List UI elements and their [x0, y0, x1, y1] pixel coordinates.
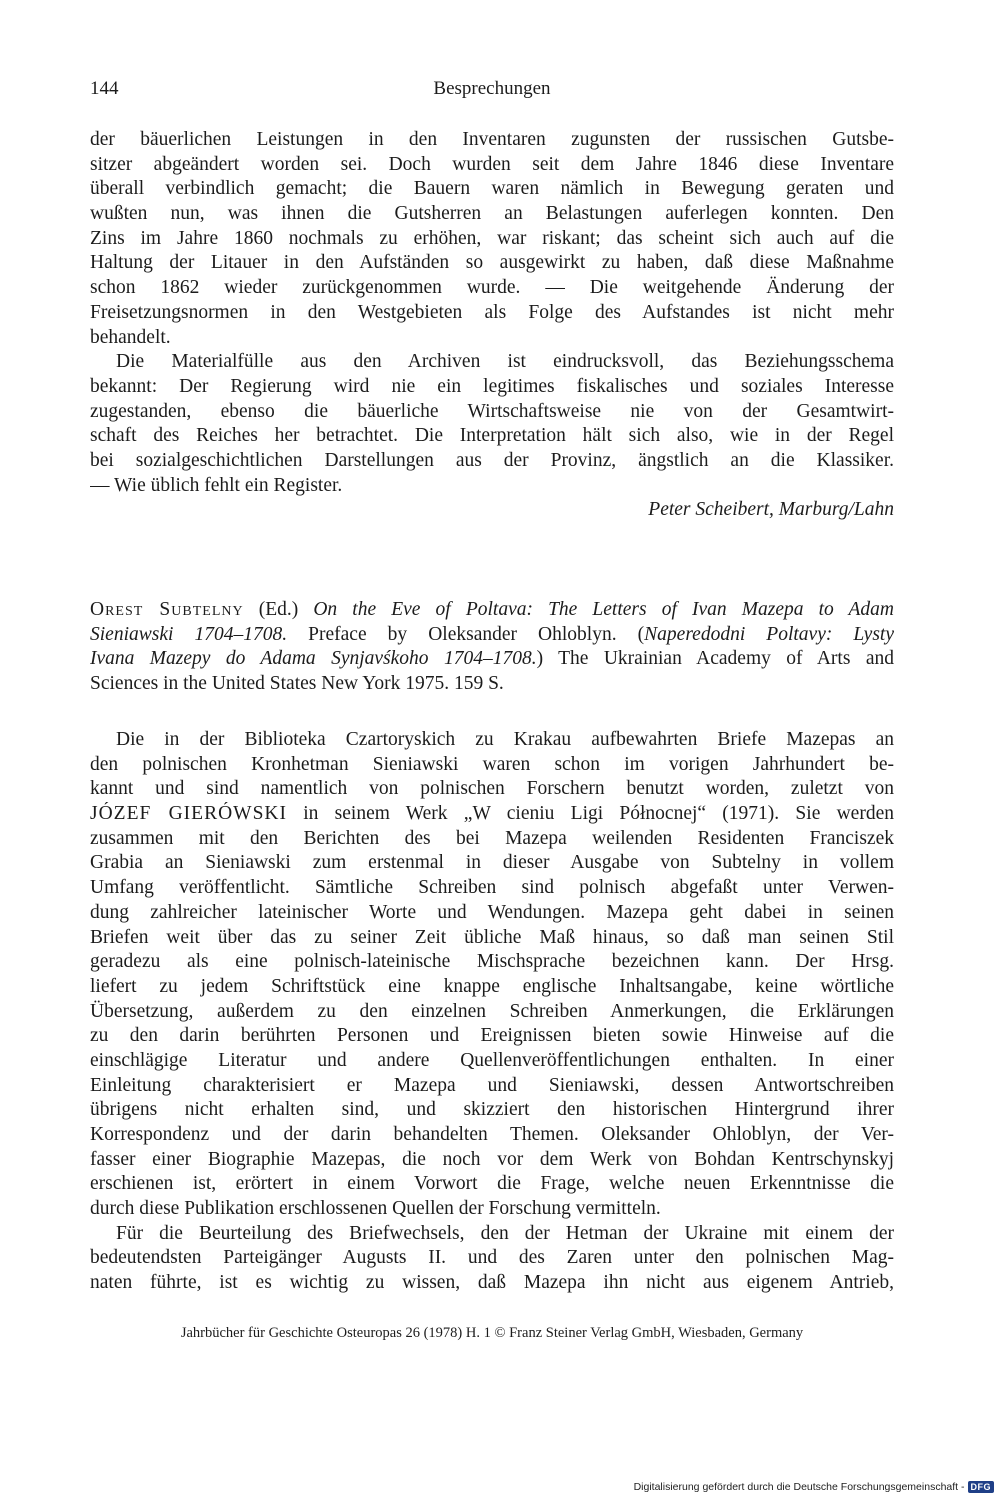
- citation-line: Ivana Mazepy do Adama Synjavśkoho 1704–1708.) The Ukrainian Academy of Arts and: [90, 648, 894, 670]
- review-2-body: [90, 728, 894, 1296]
- text-line: Haltung der Litauer in den Aufständen so ausgewirkt zu haben, daß diese Maßnahme: [90, 252, 894, 274]
- book-alt-title-cont: Ivana Mazepy do Adama Synjavśkoho 1704–1708.: [90, 648, 537, 670]
- text-line: Zins im Jahre 1860 nochmals zu erhöhen, war riskant; das scheint sich auch auf die: [90, 227, 894, 249]
- journal-footer: Jahrbücher für Geschichte Osteuropas 26 (1978) H. 1 © Franz Steiner Verlag GmbH, Wiesbaden, Germany: [180, 1325, 804, 1341]
- citation-line: Orest Subtelny (Ed.) On the Eve of Poltava: The Letters of Ivan Mazepa to Adam: [90, 599, 894, 620]
- running-head: Besprechungen: [433, 78, 551, 99]
- book-title-cont: Sieniawski 1704–1708.: [90, 623, 288, 645]
- text-line: Umfang veröffentlicht. Sämtliche Schreiben sind polnisch abgefaßt unter Verwen-: [90, 877, 894, 899]
- text-line: der bäuerlichen Leistungen in den Inventaren zugunsten der russischen Gutsbe-: [90, 129, 894, 150]
- text-line: sitzer abgeändert worden sei. Doch wurden seit dem Jahre 1846 diese Inventare: [90, 153, 894, 175]
- text-line: zugestanden, ebenso die bäuerliche Wirtschaftsweise nie von der Gesamtwirt-: [90, 400, 894, 422]
- dfg-logo-icon: DFG: [968, 1481, 995, 1493]
- text-line: geradezu als eine polnisch-lateinische Mischsprache bezeichnen kann. Der Hrsg.: [90, 951, 894, 973]
- text-line: übrigens nicht erhalten sind, und skizziert den historischen Hintergrund ihrer: [90, 1099, 894, 1121]
- text-line: Einleitung charakterisiert er Mazepa und Sieniawski, dessen Antwortschreiben: [90, 1074, 894, 1096]
- text-line: schon 1862 wieder zurückgenommen wurde. — Die weitgehende Änderung der: [90, 277, 894, 299]
- text-line: Briefen weit über das zu seiner Zeit übliche Maß hinaus, so daß man seinen Stil: [90, 926, 894, 948]
- digitization-text: Digitalisierung gefördert durch die Deutsche Forschungsgemeinschaft -: [633, 1481, 965, 1493]
- text-line: den polnischen Kronhetman Sieniawski waren schon im vorigen Jahrhundert be-: [90, 753, 894, 775]
- review-1-body: [90, 128, 894, 523]
- text-line: naten führte, ist es wichtig zu wissen, daß Mazepa ihn nicht aus eigenem Antrieb,: [90, 1272, 894, 1294]
- text-line: Korrespondenz und der darin behandelten Themen. Oleksander Ohloblyn, der Ver-: [90, 1124, 894, 1145]
- text-line: Die Materialfülle aus den Archiven ist eindrucksvoll, das Beziehungsschema: [116, 351, 894, 373]
- text-line: Die in der Biblioteka Czartoryskich zu Krakau aufbewahrten Briefe Mazepas an: [116, 729, 894, 750]
- text-line: Übersetzung, außerdem zu den einzelnen Schreiben Anmerkungen, die Erklärungen: [90, 1000, 894, 1022]
- text-line: durch diese Publikation erschlossenen Quellen der Forschung vermitteln.: [90, 1198, 661, 1220]
- text-line: zusammen mit den Berichten des bei Mazepa weilenden Residenten Franciszek: [90, 827, 894, 849]
- text-line: liefert zu jedem Schriftstück eine knappe englische Inhaltsangabe, keine wörtliche: [90, 975, 894, 997]
- text-line: wußten nun, was ihnen die Gutsherren an Belastungen auferlegen konnten. Den: [90, 203, 894, 225]
- book-citation: [90, 598, 894, 697]
- text-line: erschienen ist, erörtert in einem Vorwort die Frage, welche neuen Erkenntnisse die: [90, 1173, 894, 1195]
- text-line: JÓZEF GIERÓWSKI in seinem Werk „W cieniu Ligi Północnej“ (1971). Sie werden: [90, 803, 894, 825]
- citation-line: Sieniawski 1704–1708. Preface by Oleksander Ohloblyn. (Naperedodni Poltavy: Lysty: [90, 623, 894, 645]
- text-line: überall verbindlich gemacht; die Bauern waren nämlich in Bewegung geraten und: [90, 178, 894, 200]
- page-header: [90, 78, 894, 108]
- text-line: behandelt.: [90, 326, 171, 348]
- text-line: Freisetzungsnormen in den Westgebieten als Folge des Aufstandes ist nicht mehr: [90, 301, 894, 323]
- text-line: Für die Beurteilung des Briefwechsels, den der Hetman der Ukraine mit einem der: [116, 1222, 894, 1244]
- page-number: 144: [90, 78, 119, 99]
- text-line: einschlägige Literatur und andere Quellenveröffentlichungen enthalten. In einer: [90, 1049, 894, 1071]
- text-line: bei sozialgeschichtlichen Darstellungen aus der Provinz, ängstlich an die Klassiker.: [90, 449, 894, 471]
- text-line: bedeutendsten Parteigänger Augusts II. und des Zaren unter den polnischen Mag-: [90, 1247, 894, 1269]
- text-line: zu den darin berührten Personen und Ereignissen bieten sowie Hinweise auf die: [90, 1025, 894, 1047]
- text-line: schaft des Reiches her betrachtet. Die Interpretation hält sich also, wie in der Regel: [90, 425, 894, 447]
- text-line: Grabia an Sieniawski zum erstenmal in dieser Ausgabe von Subtelny in vollem: [90, 852, 894, 874]
- digitization-notice: [634, 1481, 994, 1493]
- book-author: Orest Subtelny: [90, 599, 244, 620]
- citation-line: Sciences in the United States New York 1975. 159 S.: [90, 673, 504, 695]
- book-alt-title: Naperedodni Poltavy: Lysty: [644, 623, 894, 645]
- text-line: kannt und sind namentlich von polnischen Forschern benutzt worden, zuletzt von: [90, 778, 894, 800]
- text-line: — Wie üblich fehlt ein Register.: [90, 474, 343, 496]
- book-title: On the Eve of Poltava: The Letters of Ivan Mazepa to Adam: [313, 599, 894, 620]
- reviewer-signature: Peter Scheibert, Marburg/Lahn: [648, 499, 894, 521]
- text-line: fasser einer Biographie Mazepas, die noch vor dem Werk von Bohdan Kentrschynskyj: [90, 1148, 894, 1170]
- text-line: bekannt: Der Regierung wird nie ein legitimes fiskalisches und soziales Interesse: [90, 375, 894, 397]
- text-line: dung zahlreicher lateinischer Worte und Wendungen. Mazepa geht dabei in seinen: [90, 901, 894, 923]
- author-name: JÓZEF GIERÓWSKI: [90, 803, 287, 825]
